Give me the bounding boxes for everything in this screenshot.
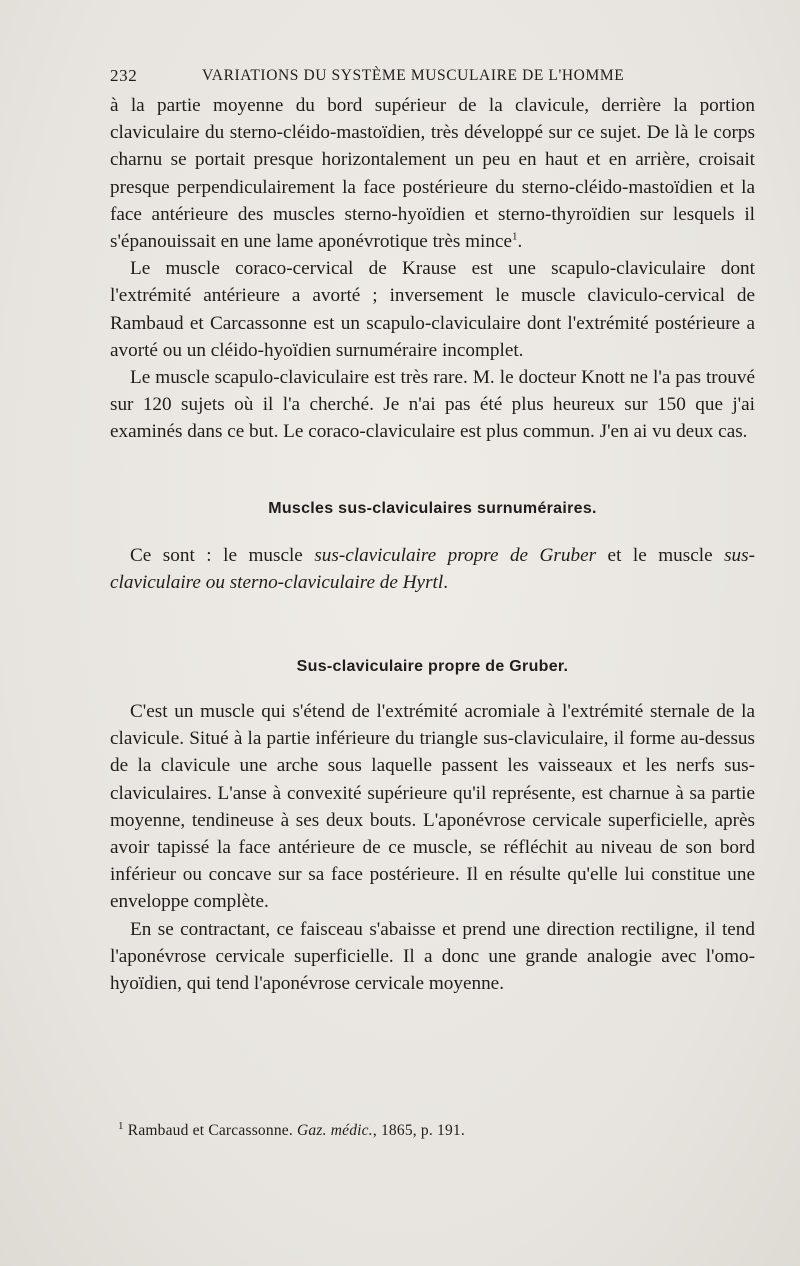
- text-span: et le muscle: [596, 544, 725, 566]
- italic-term-hyrtl: sus-claviculaire ou sterno-claviculaire de Hyrtl: [110, 544, 756, 593]
- paragraph-end-period: .: [517, 231, 523, 253]
- footnote-text: , 1865, p. 191.: [372, 1122, 465, 1139]
- footnote-reference: 1: [512, 230, 518, 243]
- paragraph-text: Le muscle coraco-cervical de Krause est une scapulo-claviculaire dont l'extrémité antérieure a avorté ; inversement le muscle claviculo-cervical de Rambaud et Carcassonne est un scapulo-claviculaire dont l'extrémité postérieure a avorté ou un cléido-hyoïdien surnuméraire incomplet.: [110, 258, 755, 361]
- section-heading-muscles-sus-claviculaires: Muscles sus-claviculaires surnuméraires.: [268, 499, 597, 517]
- page-number: 232: [110, 66, 138, 85]
- paragraph-gruber-function: [110, 916, 755, 998]
- paragraph-text: En se contractant, ce faisceau s'abaisse et prend une direction rectiligne, il tend l'aponévrose cervicale superficielle. Il a donc une grande analogie avec l'omo-hyoïdien, qui tend l'aponévrose cervicale moyenne.: [110, 918, 755, 995]
- paragraph-continued: [110, 92, 755, 255]
- paragraph-scapulo: [110, 364, 755, 446]
- footnote-journal: Gaz. médic.: [297, 1122, 373, 1139]
- page-header: [110, 62, 755, 90]
- text-span: Ce sont : le muscle: [130, 544, 315, 566]
- paragraph-text: C'est un muscle qui s'étend de l'extrémité acromiale à l'extrémité sternale de la clavicule. Situé à la partie inférieure du triangle sus-claviculaire, il forme au-dessus de la clavicule une arche sous laquelle passent les vaisseaux et les nerfs sus-claviculaires. L'anse à convexité supérieure qu'il représente, est charnue à sa partie moyenne, tendineuse à ses deux bouts. L'aponévrose cervicale superficielle, après avoir tapissé la face antérieure de ce muscle, se réfléchit au niveau de son bord inférieur ou concave sur sa face postérieure. Il en résulte qu'elle lui constitue une enveloppe complète.: [110, 701, 755, 913]
- paragraph-text: à la partie moyenne du bord supérieur de la clavicule, derrière la portion claviculaire du sterno-cléido-mastoïdien, très développé sur ce sujet. De là le corps charnu se portait presque horizontalement un peu en haut et en arrière, croisait presque perpendiculairement la face postérieure du sterno-cléido-mastoïdien et la face antérieure des muscles sterno-hyoïdien et sterno-thyroïdien sur lesquels il s'épanouissait en une lame aponévrotique très mince: [110, 95, 755, 253]
- footnote-marker: 1: [118, 1119, 124, 1132]
- running-title: VARIATIONS DU SYSTÈME MUSCULAIRE DE L'HOMME: [202, 67, 625, 84]
- page-content: [110, 62, 755, 997]
- paragraph-text: Le muscle scapulo-claviculaire est très rare. M. le docteur Knott ne l'a pas trouvé sur 120 sujets où il l'a cherché. Je n'ai pas été plus heureux sur 150 que j'ai examinés dans ce but. Le coraco-claviculaire est plus commun. J'en ai vu deux cas.: [110, 367, 755, 443]
- section-heading-gruber: Sus-claviculaire propre de Gruber.: [296, 658, 569, 676]
- paragraph-gruber-description: [110, 698, 755, 916]
- footnote: [118, 1119, 465, 1140]
- paragraph-ce-sont: [110, 542, 755, 596]
- text-span: .: [443, 571, 448, 593]
- italic-term-gruber: sus-claviculaire propre de Gruber: [314, 544, 597, 566]
- paragraph-krause: [110, 255, 755, 364]
- footnote-text: Rambaud et Carcassonne.: [123, 1122, 298, 1139]
